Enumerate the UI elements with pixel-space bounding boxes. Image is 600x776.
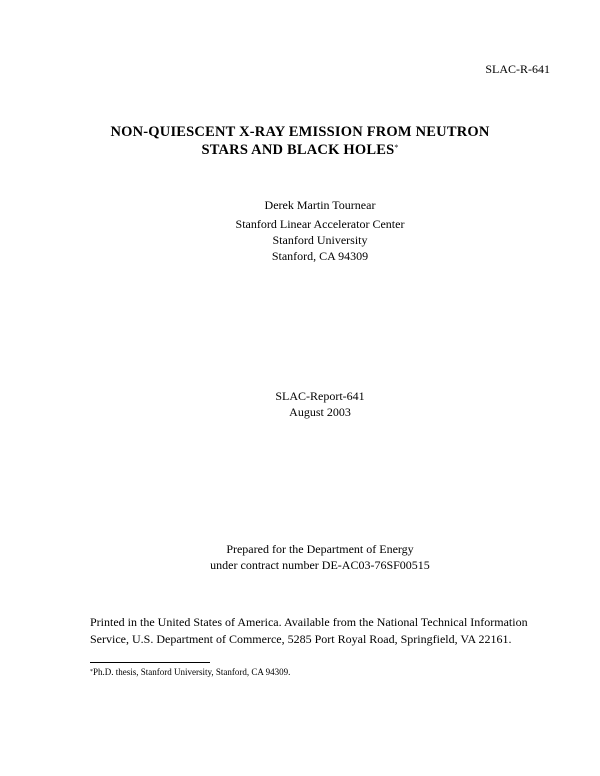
title-line-1: NON-QUIESCENT X-RAY EMISSION FROM NEUTRON (110, 124, 490, 140)
report-block (0, 388, 600, 420)
funding-block (0, 541, 600, 573)
availability-notice (90, 614, 560, 648)
affiliation-line-2: Stanford University (272, 233, 368, 247)
report-id: SLAC-Report-641 (275, 389, 365, 403)
title-line-2-text: STARS AND BLACK HOLES (201, 142, 395, 158)
footnote (90, 666, 290, 678)
author-block (0, 197, 600, 213)
affiliation-block (0, 216, 600, 264)
availability-line-1: Printed in the United States of America. Available from the National Technical Information (90, 615, 528, 629)
author-name: Derek Martin Tournear (264, 198, 376, 212)
funding-line-2: under contract number DE-AC03-76SF00515 (210, 558, 430, 572)
funding-line-1: Prepared for the Department of Energy (226, 542, 414, 556)
report-date: August 2003 (289, 405, 351, 419)
report-number: SLAC-R-641 (485, 62, 550, 76)
availability-line-2: Service, U.S. Department of Commerce, 5285 Port Royal Road, Springfield, VA 22161. (90, 632, 512, 646)
page-title (0, 123, 600, 159)
affiliation-line-1: Stanford Linear Accelerator Center (235, 217, 405, 231)
title-line-2 (0, 141, 600, 159)
affiliation-line-3: Stanford, CA 94309 (271, 249, 369, 263)
footnote-divider (90, 662, 210, 663)
title-footnote-marker: * (394, 143, 399, 152)
footnote-text: Ph.D. thesis, Stanford University, Stanford, CA 94309. (93, 667, 291, 677)
footnote-marker: * (90, 669, 93, 675)
